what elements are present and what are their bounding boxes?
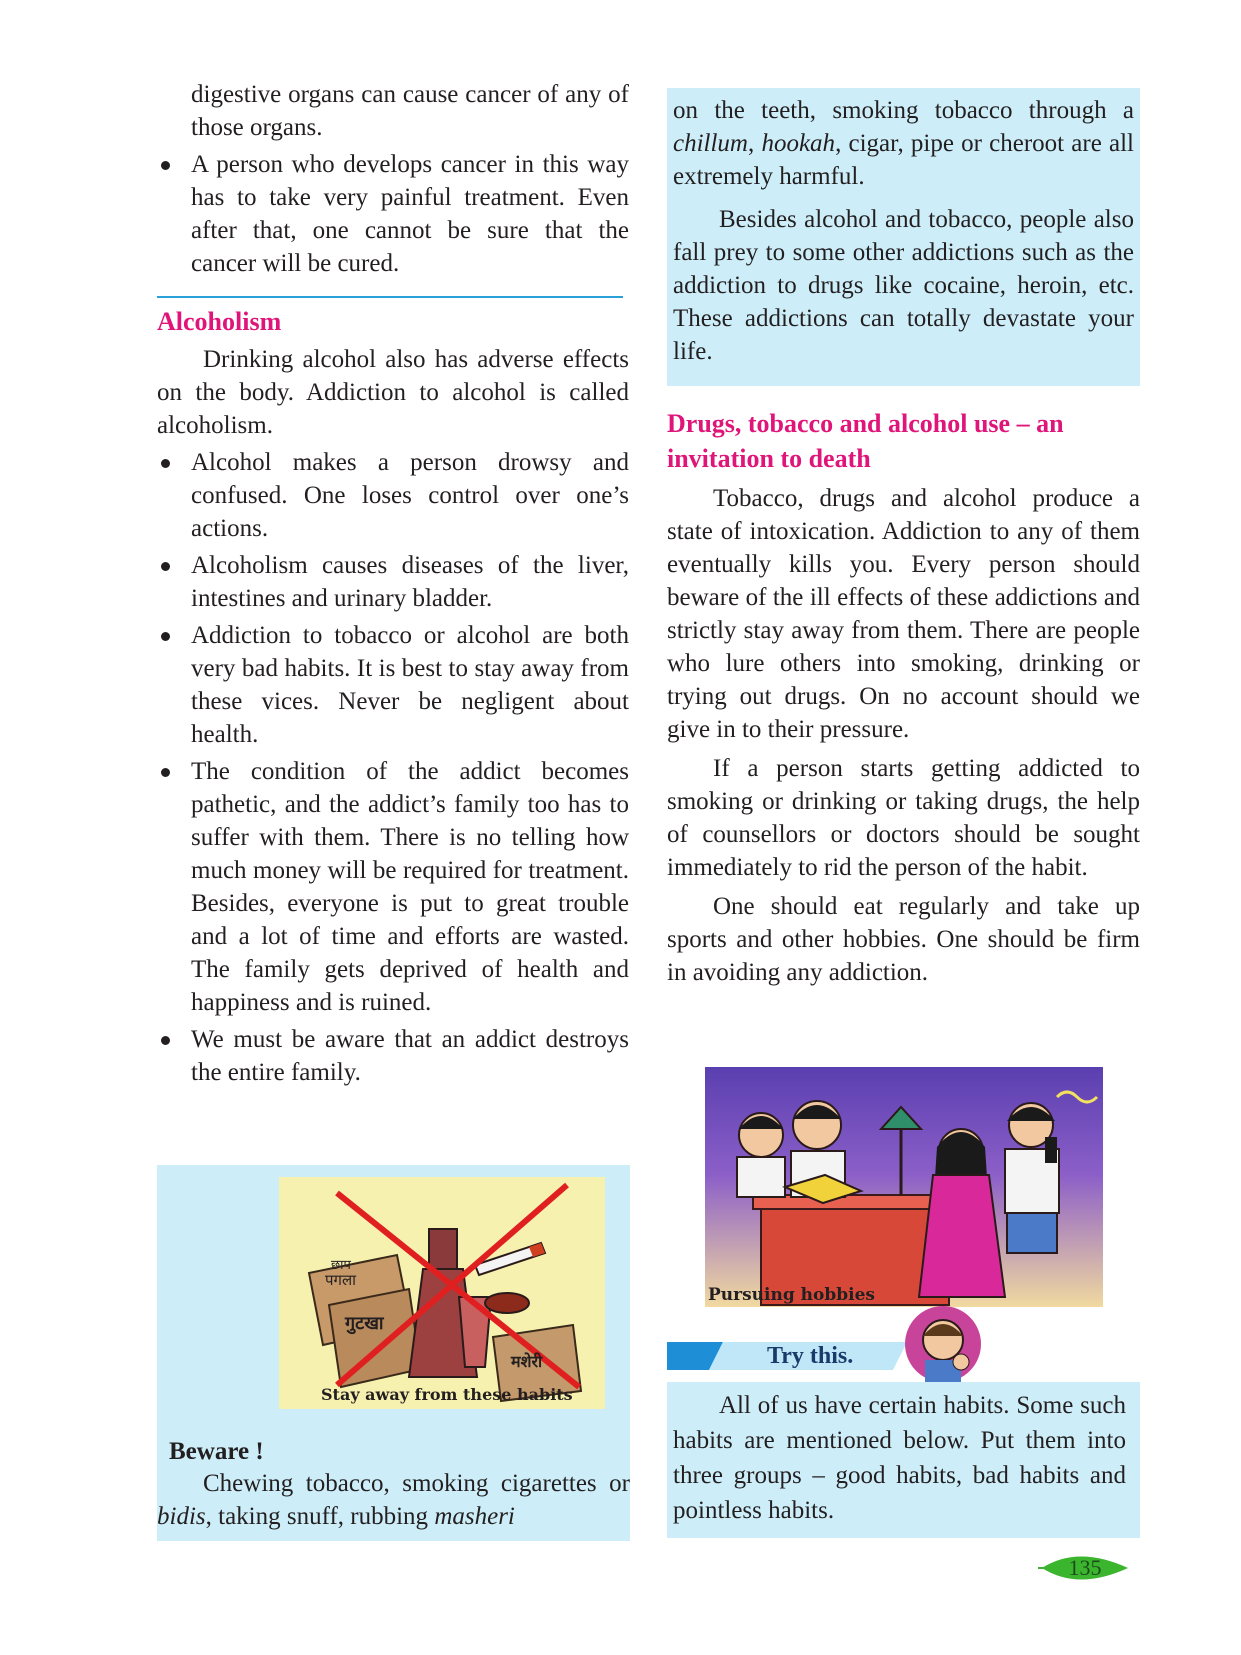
list-item: Alcohol makes a person drowsy and confused. One loses control over one’s actions.	[157, 446, 629, 545]
alcoholism-section	[157, 304, 629, 1089]
try-this-text: All of us have certain habits. Some such habits are mentioned below. Put them into three groups – good habits, bad habits and pointless habits.	[673, 1392, 1126, 1524]
beware-heading: Beware !	[169, 1438, 264, 1465]
hobbies-illustration	[705, 1067, 1103, 1307]
try-this-box	[667, 1382, 1140, 1538]
drugs-section	[667, 406, 1140, 989]
beware-box	[157, 1165, 630, 1541]
page-number: 135	[1068, 1555, 1102, 1580]
stay-away-illustration	[279, 1177, 605, 1409]
list-item: A person who develops cancer in this way has to take very painful treatment. Even after that, one cannot be sure that the cancer will be cured.	[157, 148, 629, 280]
list-item: Alcoholism causes diseases of the liver, intestines and urinary bladder.	[157, 549, 629, 615]
drugs-para-1: Tobacco, drugs and alcohol produce a state of intoxication. Addiction to any of them eventually kills you. Every person should beware of the ill effects of these addictions and strictly stay away from them. There are people who lure others into smoking, drinking or trying out drugs. On no account should we give in to their pressure.	[667, 485, 1140, 743]
drugs-para-2: If a person starts getting addicted to smoking or drinking or taking drugs, the help of counsellors or doctors should be sought immediately to rid the person of the habit.	[667, 755, 1140, 881]
alcoholism-bullet-list	[157, 446, 629, 1089]
hobbies-caption: Pursuing hobbies	[708, 1285, 875, 1305]
packet-label-pagla: पगला	[325, 1271, 357, 1289]
packet-label-chhap: छाप	[331, 1258, 351, 1273]
harmful-habits-box	[667, 88, 1140, 386]
illustration-caption: Stay away from these habits	[321, 1385, 573, 1404]
drugs-para-3: One should eat regularly and take up sports and other hobbies. One should be firm in avoiding any addiction.	[667, 893, 1140, 986]
boy-thinking-icon	[899, 1300, 987, 1382]
list-item: Addiction to tobacco or alcohol are both very bad habits. It is best to stay away from these vices. Never be negligent about health.	[157, 619, 629, 751]
page-number-badge	[1038, 1549, 1132, 1587]
alcoholism-heading: Alcoholism	[157, 307, 282, 336]
packet-label-gutkha: गुटखा	[345, 1313, 384, 1334]
try-this-label: Try this.	[767, 1343, 854, 1369]
alcoholism-intro: Drinking alcohol also has adverse effects on the body. Addiction to alcohol is called alcoholism.	[157, 346, 629, 439]
addiction-items-crossed-icon	[279, 1177, 605, 1409]
continuation-text: digestive organs can cause cancer of any of those organs.	[191, 81, 629, 141]
left-column	[157, 78, 629, 280]
section-divider	[157, 296, 623, 298]
list-item: The condition of the addict becomes pathetic, and the addict’s family too has to suffer with them. There is no telling how much money will be required for treatment. Besides, everyone is put to great trouble and a lot of time and efforts are wasted. The family gets deprived of health and happiness and is ruined.	[157, 755, 629, 1019]
children-hobbies-icon	[705, 1067, 1103, 1307]
cancer-bullet-list	[157, 148, 629, 280]
box-text-1: on the teeth, smoking tobacco through a chillum, hookah, cigar, pipe or cheroot are all extremely harmful.	[673, 97, 1134, 190]
list-item: We must be aware that an addict destroys the entire family.	[157, 1023, 629, 1089]
beware-text: Chewing tobacco, smoking cigarettes or bidis, taking snuff, rubbing masheri	[157, 1470, 630, 1530]
try-this-banner	[667, 1328, 997, 1382]
box-text-2: Besides alcohol and tobacco, people also fall prey to some other addictions such as the addiction to drugs like cocaine, heroin, etc. These addictions can totally devastate your life.	[673, 206, 1134, 365]
tin-label-masheri: मशेरी	[511, 1352, 543, 1371]
drugs-heading: Drugs, tobacco and alcohol use – an invitation to death	[667, 409, 1064, 473]
